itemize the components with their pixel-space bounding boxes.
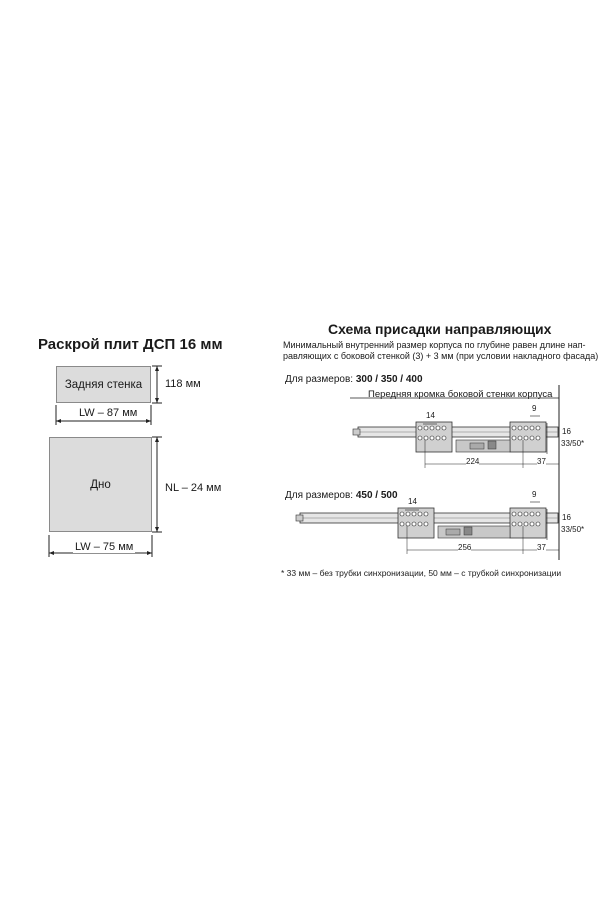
group2-dim-offset: 33/50* — [561, 525, 585, 534]
group1-dim-9: 9 — [532, 404, 537, 413]
group2-dim-14: 14 — [408, 497, 417, 506]
footnote: * 33 мм – без трубки синхронизации, 50 мм – с трубкой синхронизации — [281, 568, 562, 578]
group2-dim-16: 16 — [562, 513, 571, 522]
description-line-1: Минимальный внутренний размер корпуса по глубине равен длине нап- — [283, 340, 586, 350]
front-edge-label: Передняя кромка боковой стенки корпуса — [368, 389, 553, 400]
group2-label-prefix: Для размеров: — [285, 490, 356, 501]
back-panel-width-dim: LW – 87 мм — [79, 407, 138, 419]
group1-dim-16: 16 — [562, 427, 571, 436]
rail-1 — [353, 422, 558, 452]
rail-2 — [296, 508, 558, 538]
group1-dim-37: 37 — [537, 457, 546, 466]
bottom-panel-height-dim: NL – 24 мм — [165, 482, 222, 494]
group1-label-prefix: Для размеров: — [285, 374, 356, 385]
scheme-title: Схема присадки направляющих — [328, 321, 552, 337]
group1-dim-14: 14 — [426, 411, 435, 420]
group2-sizes: 450 / 500 — [355, 490, 398, 501]
group2-dim-9: 9 — [532, 490, 537, 499]
bottom-panel-width-dim: LW – 75 мм — [75, 541, 134, 553]
group2-dim-spacing: 256 — [458, 543, 472, 552]
cutting-title: Раскрой плит ДСП 16 мм — [38, 336, 223, 353]
back-panel-label: Задняя стенка — [64, 378, 143, 391]
back-panel-height-dim: 118 мм — [165, 378, 201, 390]
group1-dim-spacing: 224 — [466, 457, 480, 466]
group1-sizes: 300 / 350 / 400 — [355, 374, 423, 385]
bottom-panel-label: Дно — [90, 478, 111, 491]
description-line-2: равляющих с боковой стенкой (3) + 3 мм (при условии накладного фасада) — [283, 351, 599, 361]
group2-dim-37: 37 — [537, 543, 546, 552]
group2-label — [285, 490, 398, 501]
group1-dim-offset: 33/50* — [561, 439, 585, 448]
